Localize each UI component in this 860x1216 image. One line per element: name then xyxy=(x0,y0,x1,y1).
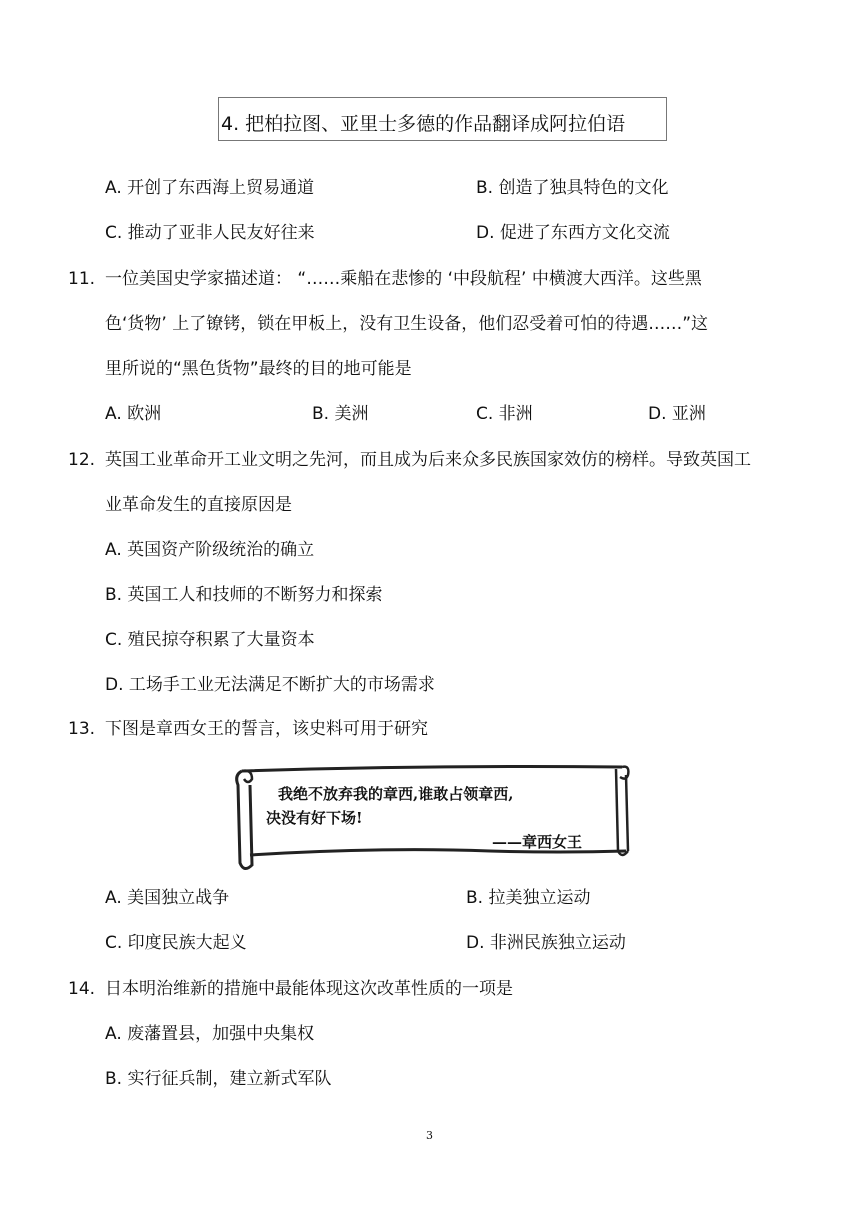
scroll-signature: ——章西女王 xyxy=(492,833,583,851)
q11-option-a: A. 欧洲 xyxy=(105,404,162,424)
q10-option-d: D. 促进了东西方文化交流 xyxy=(476,223,670,243)
page-number: 3 xyxy=(426,1129,433,1142)
boxed-option-text: 4. 把柏拉图、亚里士多德的作品翻译成阿拉伯语 xyxy=(221,113,626,135)
q12-stem-line1: 英国工业革命开工业文明之先河，而且成为后来众多民族国家效仿的榜样。导致英国工 xyxy=(105,450,751,470)
q14-option-a: A. 废藩置县，加强中央集权 xyxy=(105,1024,315,1044)
q12-option-b: B. 英国工人和技师的不断努力和探索 xyxy=(105,585,383,605)
q11-option-d: D. 亚洲 xyxy=(648,404,706,424)
q14-option-b: B. 实行征兵制，建立新式军队 xyxy=(105,1069,332,1089)
q14-stem-line1: 日本明治维新的措施中最能体现这次改革性质的一项是 xyxy=(105,979,513,999)
boxed-option-4 xyxy=(218,97,667,141)
q11-stem-line1: 一位美国史学家描述道： “……乘船在悲惨的 ‘中段航程’ 中横渡大西洋。这些黑 xyxy=(105,269,702,289)
q13-option-c: C. 印度民族大起义 xyxy=(105,933,247,953)
scroll-illustration xyxy=(230,755,630,875)
q13-option-d: D. 非洲民族独立运动 xyxy=(466,933,626,953)
q13-stem-line1: 下图是章西女王的誓言，该史料可用于研究 xyxy=(105,719,428,739)
q10-option-b: B. 创造了独具特色的文化 xyxy=(476,178,669,198)
q12-option-c: C. 殖民掠夺积累了大量资本 xyxy=(105,630,315,650)
q10-option-a: A. 开创了东西海上贸易通道 xyxy=(105,178,315,198)
scroll-text-line1: 我绝不放弃我的章西,谁敢占领章西, xyxy=(278,785,514,803)
q13-option-a: A. 美国独立战争 xyxy=(105,888,230,908)
q13-option-b: B. 拉美独立运动 xyxy=(466,888,591,908)
q12-option-a: A. 英国资产阶级统治的确立 xyxy=(105,540,315,560)
q11-stem-line3: 里所说的“黑色货物”最终的目的地可能是 xyxy=(105,359,412,379)
q11-option-b: B. 美洲 xyxy=(312,404,369,424)
q11-stem-line2: 色‘货物’ 上了镣铐，锁在甲板上，没有卫生设备，他们忍受着可怕的待遇……”这 xyxy=(105,314,709,334)
scroll-text-line2: 决没有好下场! xyxy=(266,809,363,827)
q12-option-d: D. 工场手工业无法满足不断扩大的市场需求 xyxy=(105,675,435,695)
q12-stem-line2: 业革命发生的直接原因是 xyxy=(105,495,292,515)
q14-number: 14. xyxy=(68,979,96,999)
q10-option-c: C. 推动了亚非人民友好往来 xyxy=(105,223,315,243)
q11-number: 11. xyxy=(68,269,96,289)
q11-option-c: C. 非洲 xyxy=(476,404,533,424)
q12-number: 12. xyxy=(68,450,96,470)
q13-number: 13. xyxy=(68,719,96,739)
